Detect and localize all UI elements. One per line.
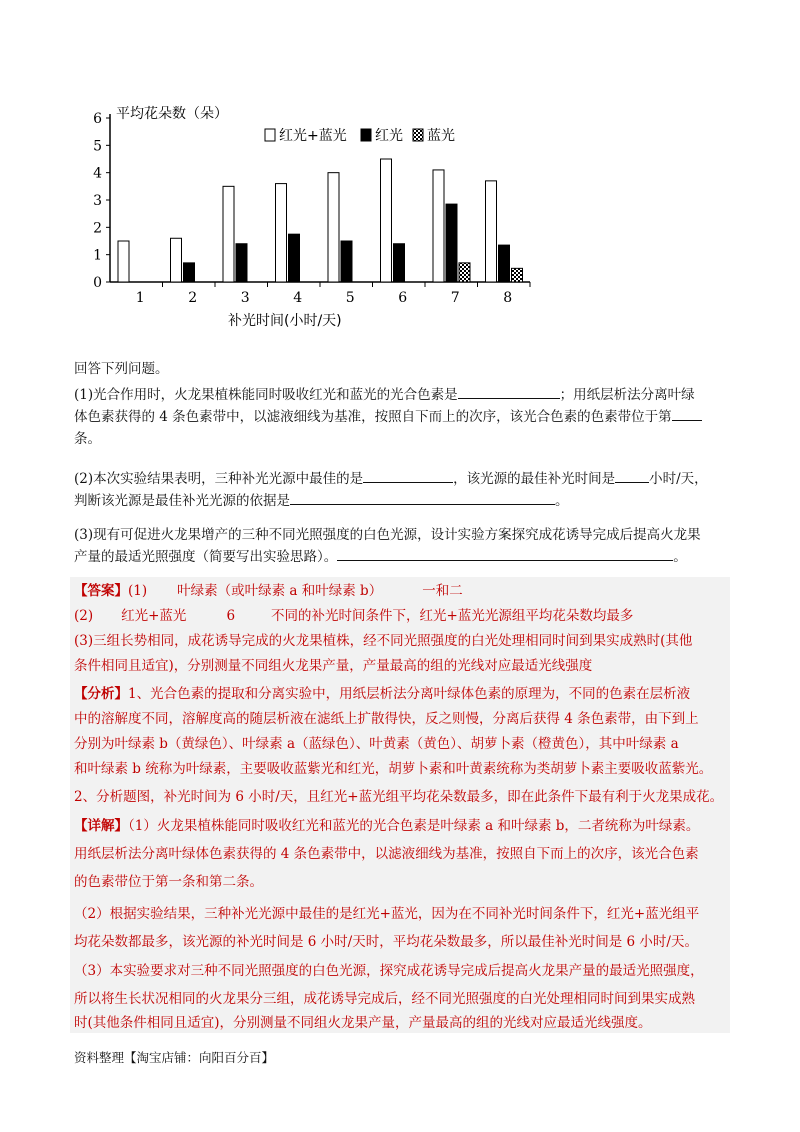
q1-text-line2: 体色素获得的 4 条色素带中，以滤液细线为基准，按照自下而上的次序，该光合色素的色素带位于第 [74,409,672,425]
y-tick-label: 0 [93,275,102,291]
bar-red-2 [184,263,195,282]
analysis-line-5: 2、分析题图，补光时间为 6 小时/天，且红光+蓝光组平均花朵数最多，即在此条件下最有利于火龙果成花。 [74,789,724,805]
answer-line-1 [74,580,734,602]
analysis-line-4: 和叶绿素 b 统称为叶绿素，主要吸收蓝紫光和红光，胡萝卜素和叶黄素统称为类胡萝卜素主要吸收蓝紫光。 [74,761,713,777]
y-tick-label: 4 [93,165,102,182]
answer-blank[interactable] [615,468,649,483]
analysis-tag: 【分析】 [74,686,128,702]
x-tick-label: 4 [293,290,303,306]
detail-text: （1）火龙果植株能同时吸收红光和蓝光的光合色素是叶绿素 a 和叶绿素 b，二者统称为叶绿素。 [128,818,700,834]
answer-blank[interactable] [458,384,560,399]
bar-red-blue-5 [328,173,339,282]
y-tick-label: 3 [93,193,102,209]
answer-line-3: (3)三组长势相同，成花诱导完成的火龙果植株，经不同光照强度的白光处理相同时间到果实成熟时(其他 [74,633,693,649]
detail-line-6: （3）本实验要求对三种不同光照强度的白色光源，探究成花诱导完成后提高火龙果产量的最适光照强度， [74,963,704,979]
q1-text-b: ；用纸层析法分离叶绿 [559,387,695,403]
q2-text-line2: 判断该光源是最佳补光光源的依据是 [74,493,290,509]
q2-text-c: 小时/天， [649,471,708,487]
bar-red-8 [499,245,510,282]
x-tick-label: 2 [188,290,198,306]
q2-text-end: 。 [555,493,569,509]
bar-red-blue-1 [118,241,129,282]
q2-text-b: ，该光源的最佳补光时间是 [453,471,616,487]
detail-line-5: 均花朵数都最多，该光源的补光时间是 6 小时/天时，平均花朵数最多，所以最佳补光时间是 6 小时/天。 [74,934,698,950]
answer-text: 红光+蓝光 [121,608,187,624]
analysis-line-1 [74,683,734,705]
answer-blank[interactable] [363,468,453,483]
y-tick-label: 2 [93,220,102,237]
detail-line-3: 的色素带位于第一条和第二条。 [74,874,263,890]
question-3 [74,524,734,568]
y-axis-label: 平均花朵数（朵） [116,106,228,122]
x-tick-label: 5 [345,290,355,306]
q1-text-a: (1)光合作用时，火龙果植株能同时吸收红光和蓝光的光合色素是 [74,387,458,403]
detail-line-2: 用纸层析法分离叶绿体色素获得的 4 条色素带中，以滤液细线为基准，按照自下而上的次序，该光合色素 [74,846,699,862]
answer-num: (2) [74,608,94,624]
q3-text-end: 。 [673,549,687,565]
legend-label: 红光+蓝光 [279,128,347,144]
question-1 [74,384,734,450]
x-axis-label: 补光时间(小时/天) [228,313,342,329]
bar-red-6 [394,244,405,282]
bar-blue-7 [459,263,470,282]
bar-red-5 [341,241,352,282]
answer-text: 叶绿素（或叶绿素 a 和叶绿素 b） [177,583,383,599]
q1-text-line3: 条。 [74,431,101,447]
bar-red-3 [236,244,247,282]
y-tick-label: 1 [93,247,102,264]
detail-tag: 【详解】 [74,818,128,834]
answer-blank[interactable] [337,546,673,561]
bar-blue-8 [512,268,523,282]
y-tick-label: 5 [93,138,102,155]
legend-label: 蓝光 [427,128,455,144]
bar-red-blue-2 [171,238,182,282]
x-tick-label: 1 [135,290,145,306]
legend-swatch [413,129,423,141]
answer-tag: 【答案】 [74,583,128,599]
x-tick-label: 7 [450,290,460,306]
answer-line-2 [74,605,734,627]
footer-credit: 资料整理【淘宝店铺：向阳百分百】 [74,1050,275,1065]
legend-label: 红光 [375,128,403,144]
bar-chart [80,98,540,338]
answer-text: 不同的补光时间条件下，红光+蓝光光源组平均花朵数均最多 [271,608,634,624]
legend-swatch [361,129,371,141]
bar-red-blue-8 [486,181,497,282]
answer-blank[interactable] [672,406,702,421]
question-2 [74,468,734,512]
q3-text-line1: (3)现有可促进火龙果增产的三种不同光照强度的白色光源，设计实验方案探究成花诱导完成后提高火龙果 [74,527,701,543]
detail-line-1 [74,815,734,837]
bar-red-4 [289,234,300,282]
q3-text-line2: 产量的最适光照强度（简要写出实验思路）。 [74,549,338,565]
answer-text: 6 [226,608,236,624]
x-tick-label: 3 [240,290,250,306]
x-tick-label: 8 [503,290,513,306]
detail-line-7: 所以将生长状况相同的火龙果分三组，成花诱导完成后，经不同光照强度的白光处理相同时间到果实成熟 [74,991,695,1007]
y-tick-label: 6 [93,111,102,127]
bar-red-7 [446,204,457,282]
analysis-line-2: 中的溶解度不同，溶解度高的随层析液在滤纸上扩散得快，反之则慢，分离后获得 4 条色素带，由下到上 [74,711,699,727]
bar-red-blue-6 [381,159,392,282]
bar-red-blue-7 [433,170,444,282]
detail-line-8: 时(其他条件相同且适宜)，分别测量不同组火龙果产量，产量最高的组的光线对应最适光线强度。 [74,1015,652,1031]
bar-red-blue-4 [276,184,287,282]
intro-text: 回答下列问题。 [74,361,169,377]
x-tick-label: 6 [398,290,408,306]
legend-swatch [265,129,275,141]
answer-blank[interactable] [290,490,555,505]
answer-line-4: 条件相同且适宜)，分别测量不同组火龙果产量，产量最高的组的光线对应最适光线强度 [74,658,593,674]
bar-red-blue-3 [223,186,234,282]
answer-num: (1) [128,583,148,599]
answer-text: 一和二 [422,583,463,599]
q2-text-a: (2)本次实验结果表明，三种补光光源中最佳的是 [74,471,364,487]
analysis-line-3: 分别为叶绿素 b（黄绿色）、叶绿素 a（蓝绿色）、叶黄素（黄色）、胡萝卜素（橙黄色），其中叶绿素 a [74,736,679,752]
detail-line-4: （2）根据实验结果，三种补光光源中最佳的是红光+蓝光，因为在不同补光时间条件下，红光+蓝光组平 [74,906,700,922]
analysis-text: 1、光合色素的提取和分离实验中，用纸层析法分离叶绿体色素的原理为，不同的色素在层析液 [128,686,691,702]
